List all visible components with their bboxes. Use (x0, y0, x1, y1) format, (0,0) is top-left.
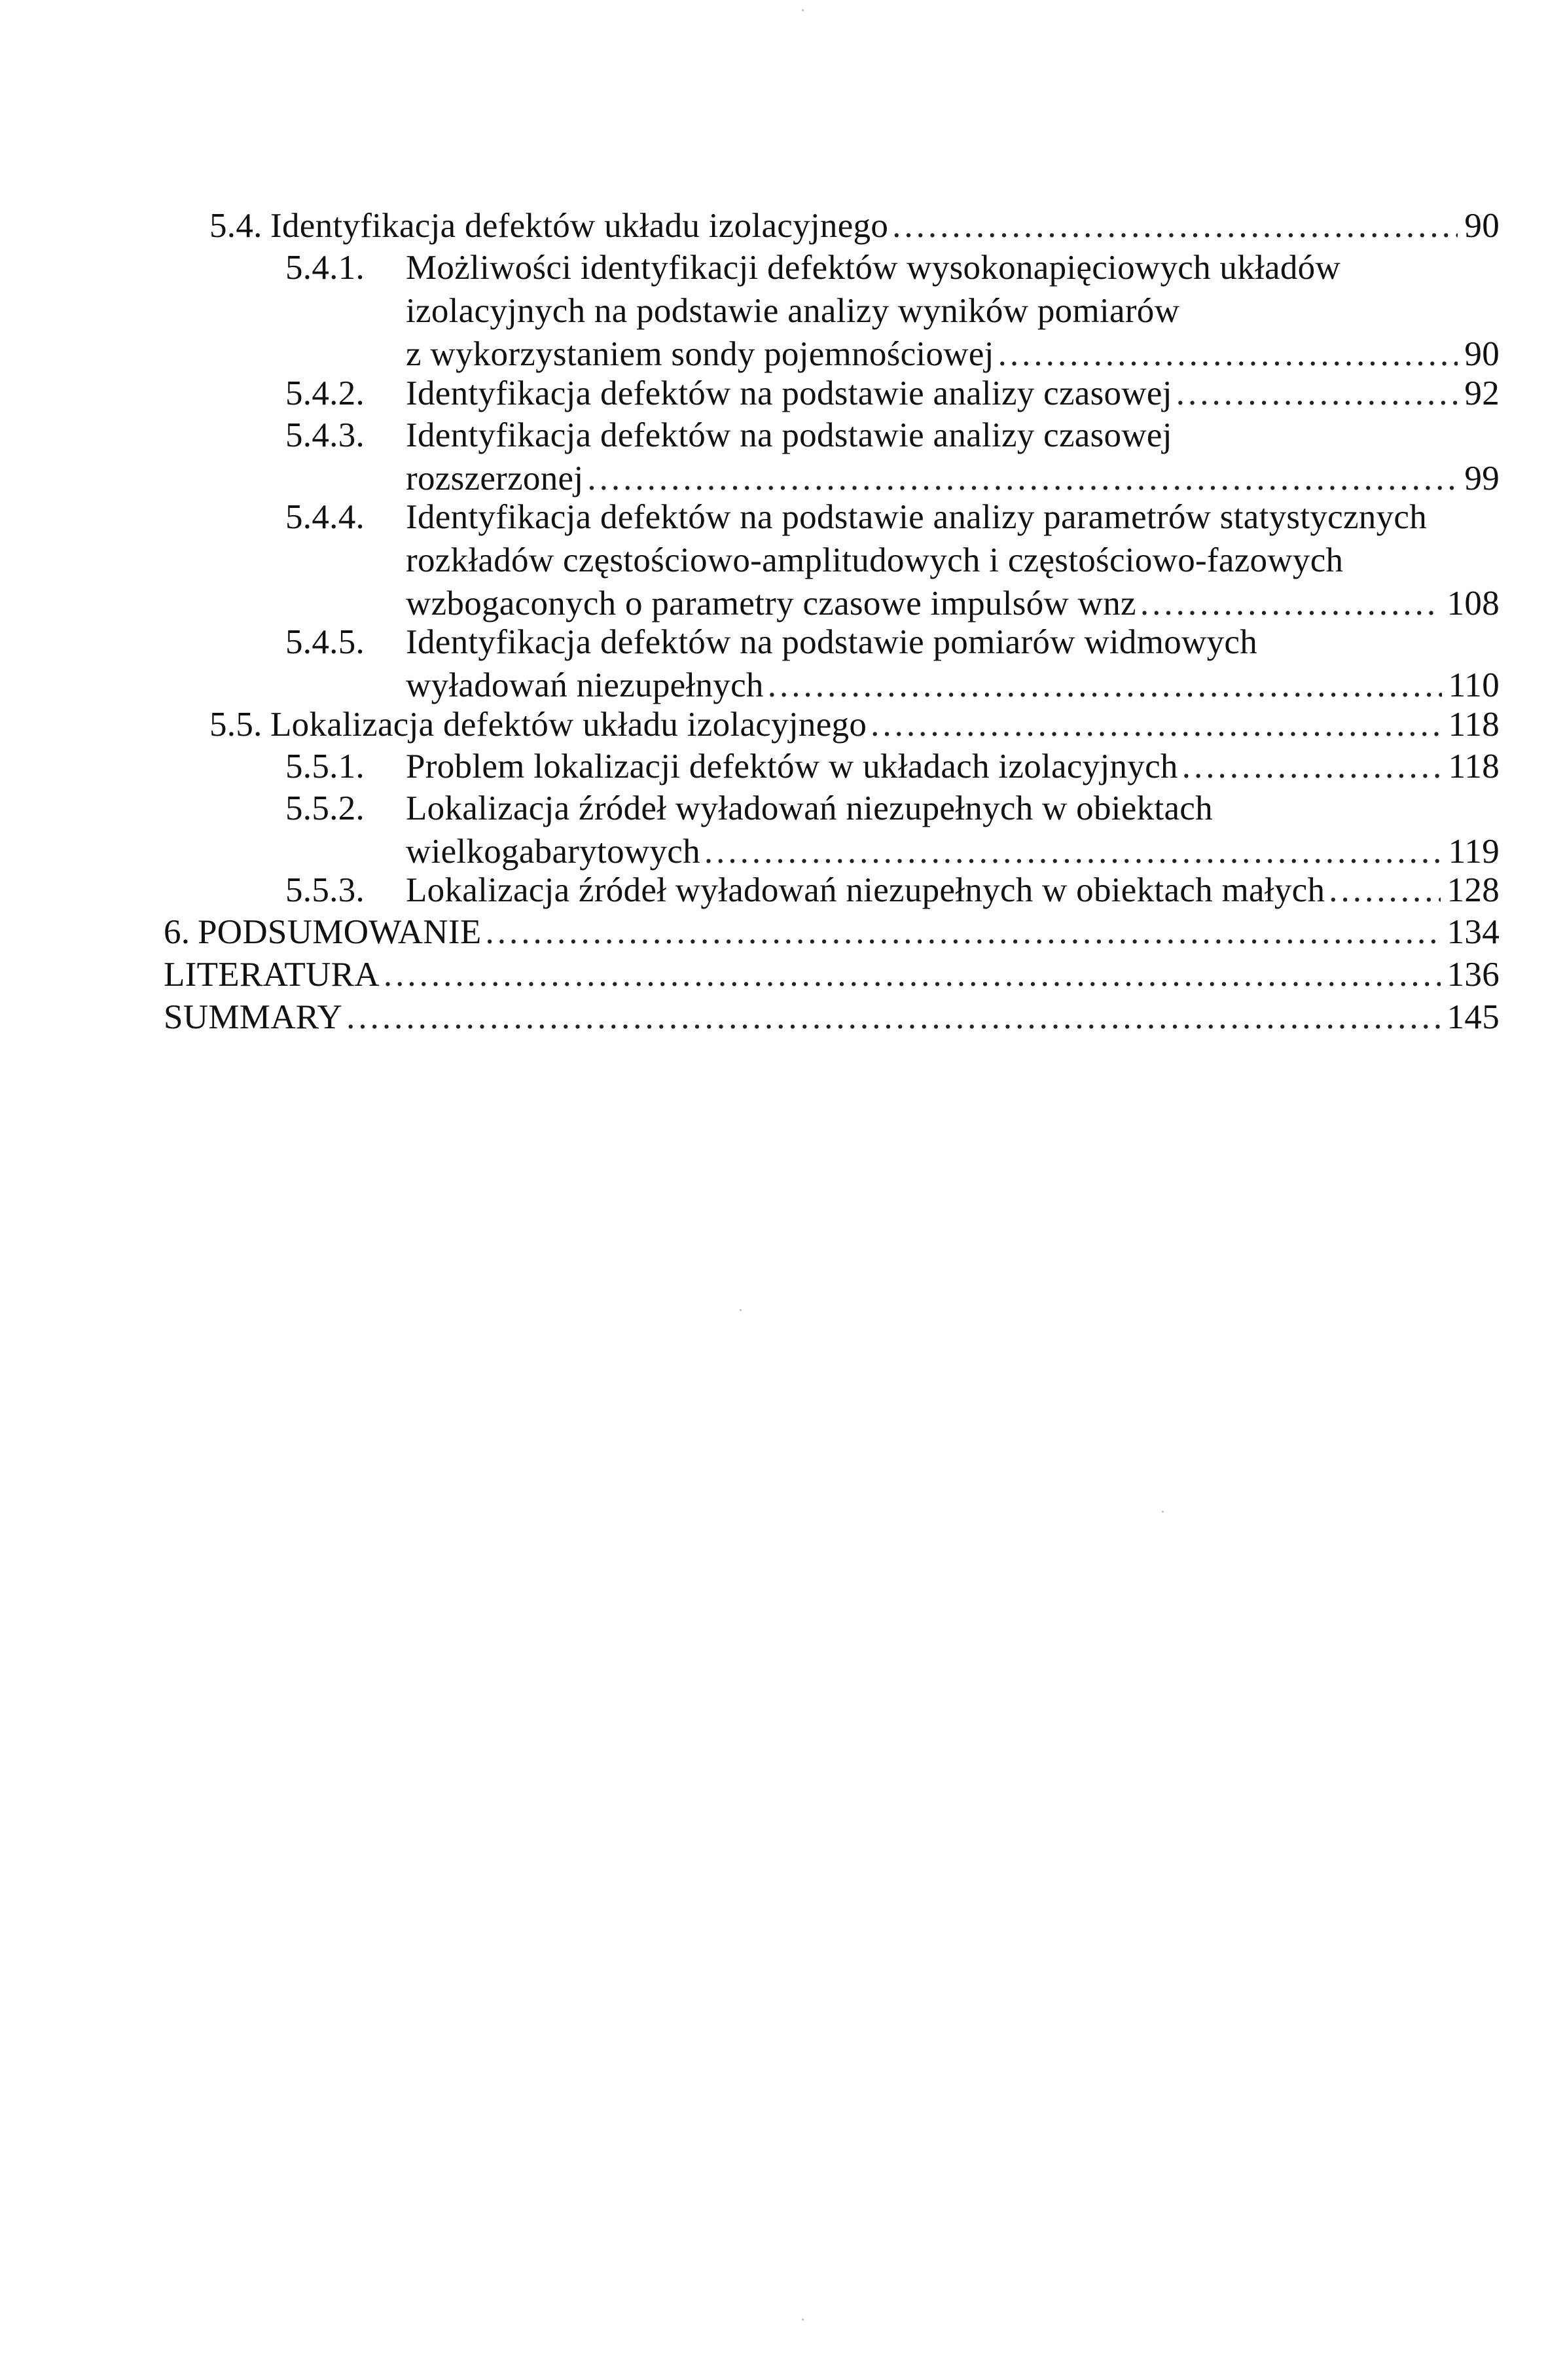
toc-title-cont: wzbogaconych o parametry czasowe impulsów wnz (406, 585, 1136, 622)
toc-title: Lokalizacja źródeł wyładowań niezupełnych w obiektach (406, 789, 1213, 827)
toc-title-cont: wyładowań niezupełnych (406, 666, 764, 704)
toc-entry-summary (164, 996, 1500, 1039)
toc-number: 5.4.2. (285, 374, 365, 412)
leader-dots (704, 830, 1442, 873)
toc-entry-5-5-3 (285, 869, 1500, 912)
toc-title-cont: rozszerzonej (406, 460, 584, 497)
toc-title: Problem lokalizacji defektów w układach izolacyjnych (406, 748, 1178, 785)
leader-dots (486, 911, 1441, 954)
toc-title: SUMMARY (164, 998, 343, 1036)
scan-speck (802, 2318, 804, 2320)
toc-entry-5-5-2 (285, 787, 1500, 873)
toc-entry-5-5-1 (285, 745, 1500, 788)
leader-dots (1140, 582, 1441, 625)
scan-speck (740, 1309, 742, 1311)
toc-number: 5.5. (209, 706, 262, 744)
toc-entry-5-4-3 (285, 414, 1500, 500)
leader-dots (1176, 372, 1458, 415)
leader-dots (768, 664, 1442, 707)
toc-title: Identyfikacja defektów na podstawie pomiarów widmowych (406, 623, 1258, 661)
toc-page-number: 90 (1464, 335, 1500, 373)
toc-number: 5.4.5. (285, 623, 365, 661)
toc-entry-5-4-2 (285, 372, 1500, 415)
toc-title: LITERATURA (164, 956, 380, 994)
toc-title-cont: wielkogabarytowych (406, 833, 700, 871)
toc-title: Identyfikacja defektów na podstawie analizy czasowej (406, 416, 1172, 454)
scan-speck (1162, 1511, 1164, 1513)
toc-title-cont: z wykorzystaniem sondy pojemnościowej (406, 335, 994, 373)
toc-entry-5-5 (209, 703, 1500, 746)
toc-page-number: 108 (1447, 585, 1500, 622)
toc-number: 5.4.4. (285, 498, 365, 536)
toc-title: Lokalizacja źródeł wyładowań niezupełnych w obiektach małych (406, 871, 1325, 909)
toc-title: Identyfikacja defektów na podstawie analizy parametrów statystycznych (406, 498, 1428, 536)
scan-speck (802, 9, 804, 11)
toc-page-number: 119 (1448, 833, 1500, 871)
toc-page-number: 99 (1464, 460, 1500, 497)
toc-number: 5.5.2. (285, 789, 365, 827)
toc-title: Lokalizacja defektów układu izolacyjnego (270, 706, 867, 744)
toc-entry-5-4-1 (285, 246, 1500, 376)
toc-page-number: 128 (1447, 871, 1500, 909)
toc-page-number: 92 (1464, 374, 1500, 412)
leader-dots (892, 204, 1458, 247)
toc-number: 5.5.1. (285, 748, 365, 785)
toc-page-number: 145 (1447, 998, 1500, 1036)
toc-number: 6. (164, 913, 190, 951)
toc-entry-5-4-4 (285, 496, 1500, 625)
toc-number: 5.4. (209, 207, 262, 245)
toc-title: Możliwości identyfikacji defektów wysokonapięciowych układów (406, 249, 1341, 287)
toc-entry-literatura (164, 953, 1500, 996)
toc-entry-5-4 (209, 204, 1500, 247)
leader-dots (384, 953, 1441, 996)
leader-dots (587, 457, 1458, 500)
toc-title: PODSUMOWANIE (198, 913, 482, 951)
table-of-contents (0, 0, 1565, 1113)
toc-page-number: 134 (1447, 913, 1500, 951)
toc-title: Identyfikacja defektów układu izolacyjnego (270, 207, 889, 245)
leader-dots (871, 703, 1441, 746)
toc-entry-5-4-5 (285, 621, 1500, 707)
toc-title-cont: rozkładów częstościowo-amplitudowych i częstościowo-fazowych (406, 541, 1344, 579)
toc-page-number: 110 (1448, 666, 1500, 704)
toc-number: 5.4.3. (285, 416, 365, 454)
leader-dots (1329, 869, 1440, 912)
toc-number: 5.5.3. (285, 871, 365, 909)
toc-page-number: 118 (1448, 706, 1500, 744)
toc-page-number: 118 (1448, 748, 1500, 785)
toc-title: Identyfikacja defektów na podstawie analizy czasowej (406, 374, 1172, 412)
toc-number: 5.4.1. (285, 249, 365, 287)
toc-title-cont: izolacyjnych na podstawie analizy wyników pomiarów (406, 292, 1180, 330)
toc-entry-6 (164, 911, 1500, 954)
toc-page-number: 90 (1464, 207, 1500, 245)
toc-page-number: 136 (1447, 956, 1500, 994)
leader-dots (998, 333, 1458, 376)
leader-dots (346, 996, 1441, 1039)
leader-dots (1182, 745, 1442, 788)
